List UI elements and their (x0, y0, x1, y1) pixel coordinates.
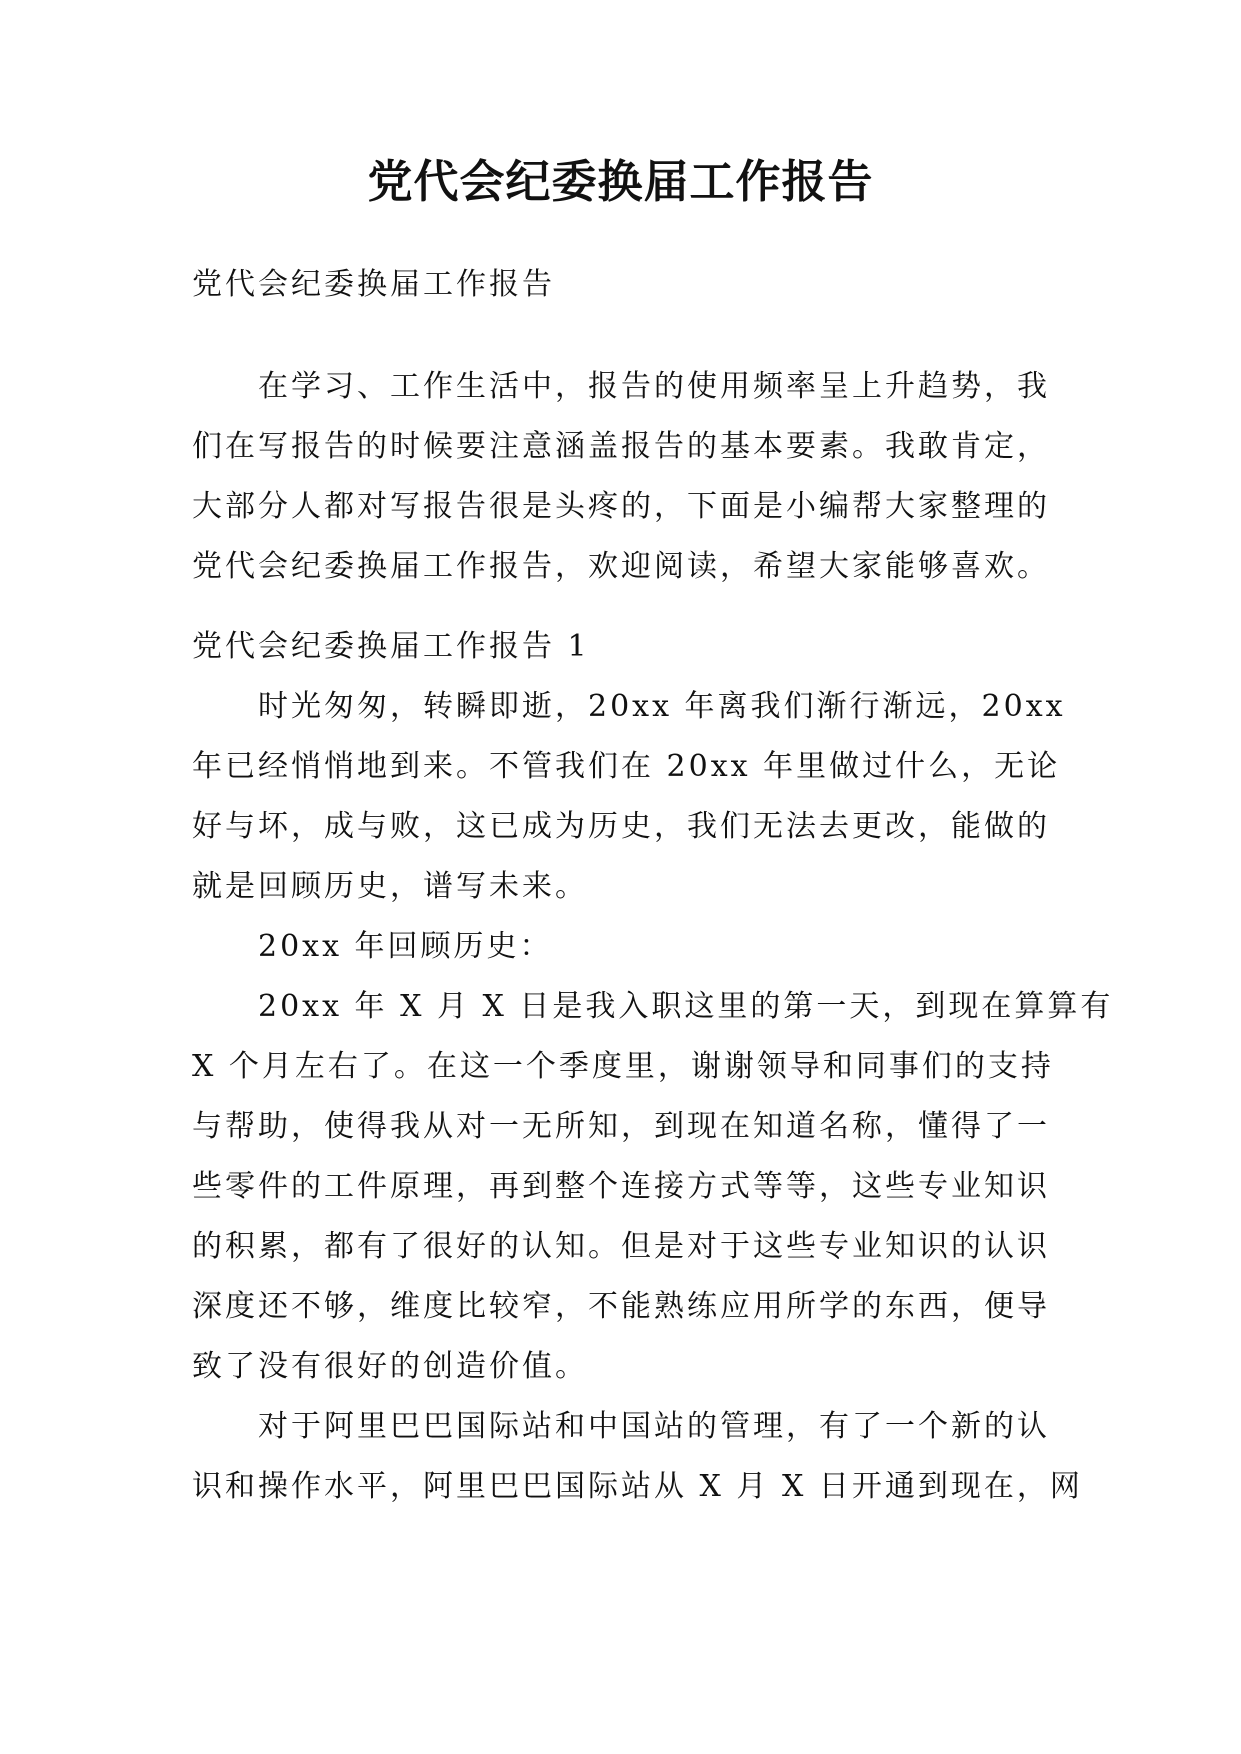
text-line: 大部分人都对写报告很是头疼的，下面是小编帮大家整理的 (192, 489, 1050, 524)
text-line: 致了没有很好的创造价值。 (192, 1349, 588, 1384)
text-line: 对于阿里巴巴国际站和中国站的管理，有了一个新的认 (258, 1409, 1050, 1444)
paragraph-3 (192, 977, 1114, 1397)
text-line: 与帮助，使得我从对一无所知，到现在知道名称，懂得了一 (192, 1109, 1050, 1144)
text-line: 年已经悄悄地到来。不管我们在 20xx 年里做过什么，无论 (192, 749, 1061, 784)
section-heading-line: 党代会纪委换届工作报告 1 (192, 629, 590, 664)
section-heading (192, 617, 1052, 677)
text-line: 就是回顾历史，谱写未来。 (192, 869, 588, 904)
text-line: 20xx 年 X 月 X 日是我入职这里的第一天，到现在算算有 (258, 989, 1114, 1024)
paragraph-1 (192, 677, 1066, 917)
text-line: X 个月左右了。在这一个季度里，谢谢领导和同事们的支持 (192, 1049, 1054, 1084)
subtitle-line: 党代会纪委换届工作报告 (192, 267, 555, 302)
page-title: 党代会纪委换届工作报告 (367, 155, 874, 208)
intro-paragraph (192, 357, 1052, 597)
text-line: 的积累，都有了很好的认知。但是对于这些专业知识的认识 (192, 1229, 1050, 1264)
text-line: 深度还不够，维度比较窄，不能熟练应用所学的东西，便导 (192, 1289, 1050, 1324)
text-line: 些零件的工件原理，再到整个连接方式等等，这些专业知识 (192, 1169, 1050, 1204)
paragraph-4 (192, 1397, 1083, 1517)
text-line: 在学习、工作生活中，报告的使用频率呈上升趋势，我 (258, 369, 1050, 404)
paragraph-2 (192, 917, 1052, 977)
text-line: 好与坏，成与败，这已成为历史，我们无法去更改，能做的 (192, 809, 1050, 844)
text-line: 20xx 年回顾历史： (258, 929, 553, 964)
document-subtitle (192, 255, 1052, 315)
text-line: 时光匆匆，转瞬即逝，20xx 年离我们渐行渐远，20xx (258, 689, 1066, 724)
text-line: 党代会纪委换届工作报告，欢迎阅读，希望大家能够喜欢。 (192, 549, 1050, 584)
text-line: 识和操作水平，阿里巴巴国际站从 X 月 X 日开通到现在，网 (192, 1469, 1083, 1504)
text-line: 们在写报告的时候要注意涵盖报告的基本要素。我敢肯定， (192, 429, 1050, 464)
